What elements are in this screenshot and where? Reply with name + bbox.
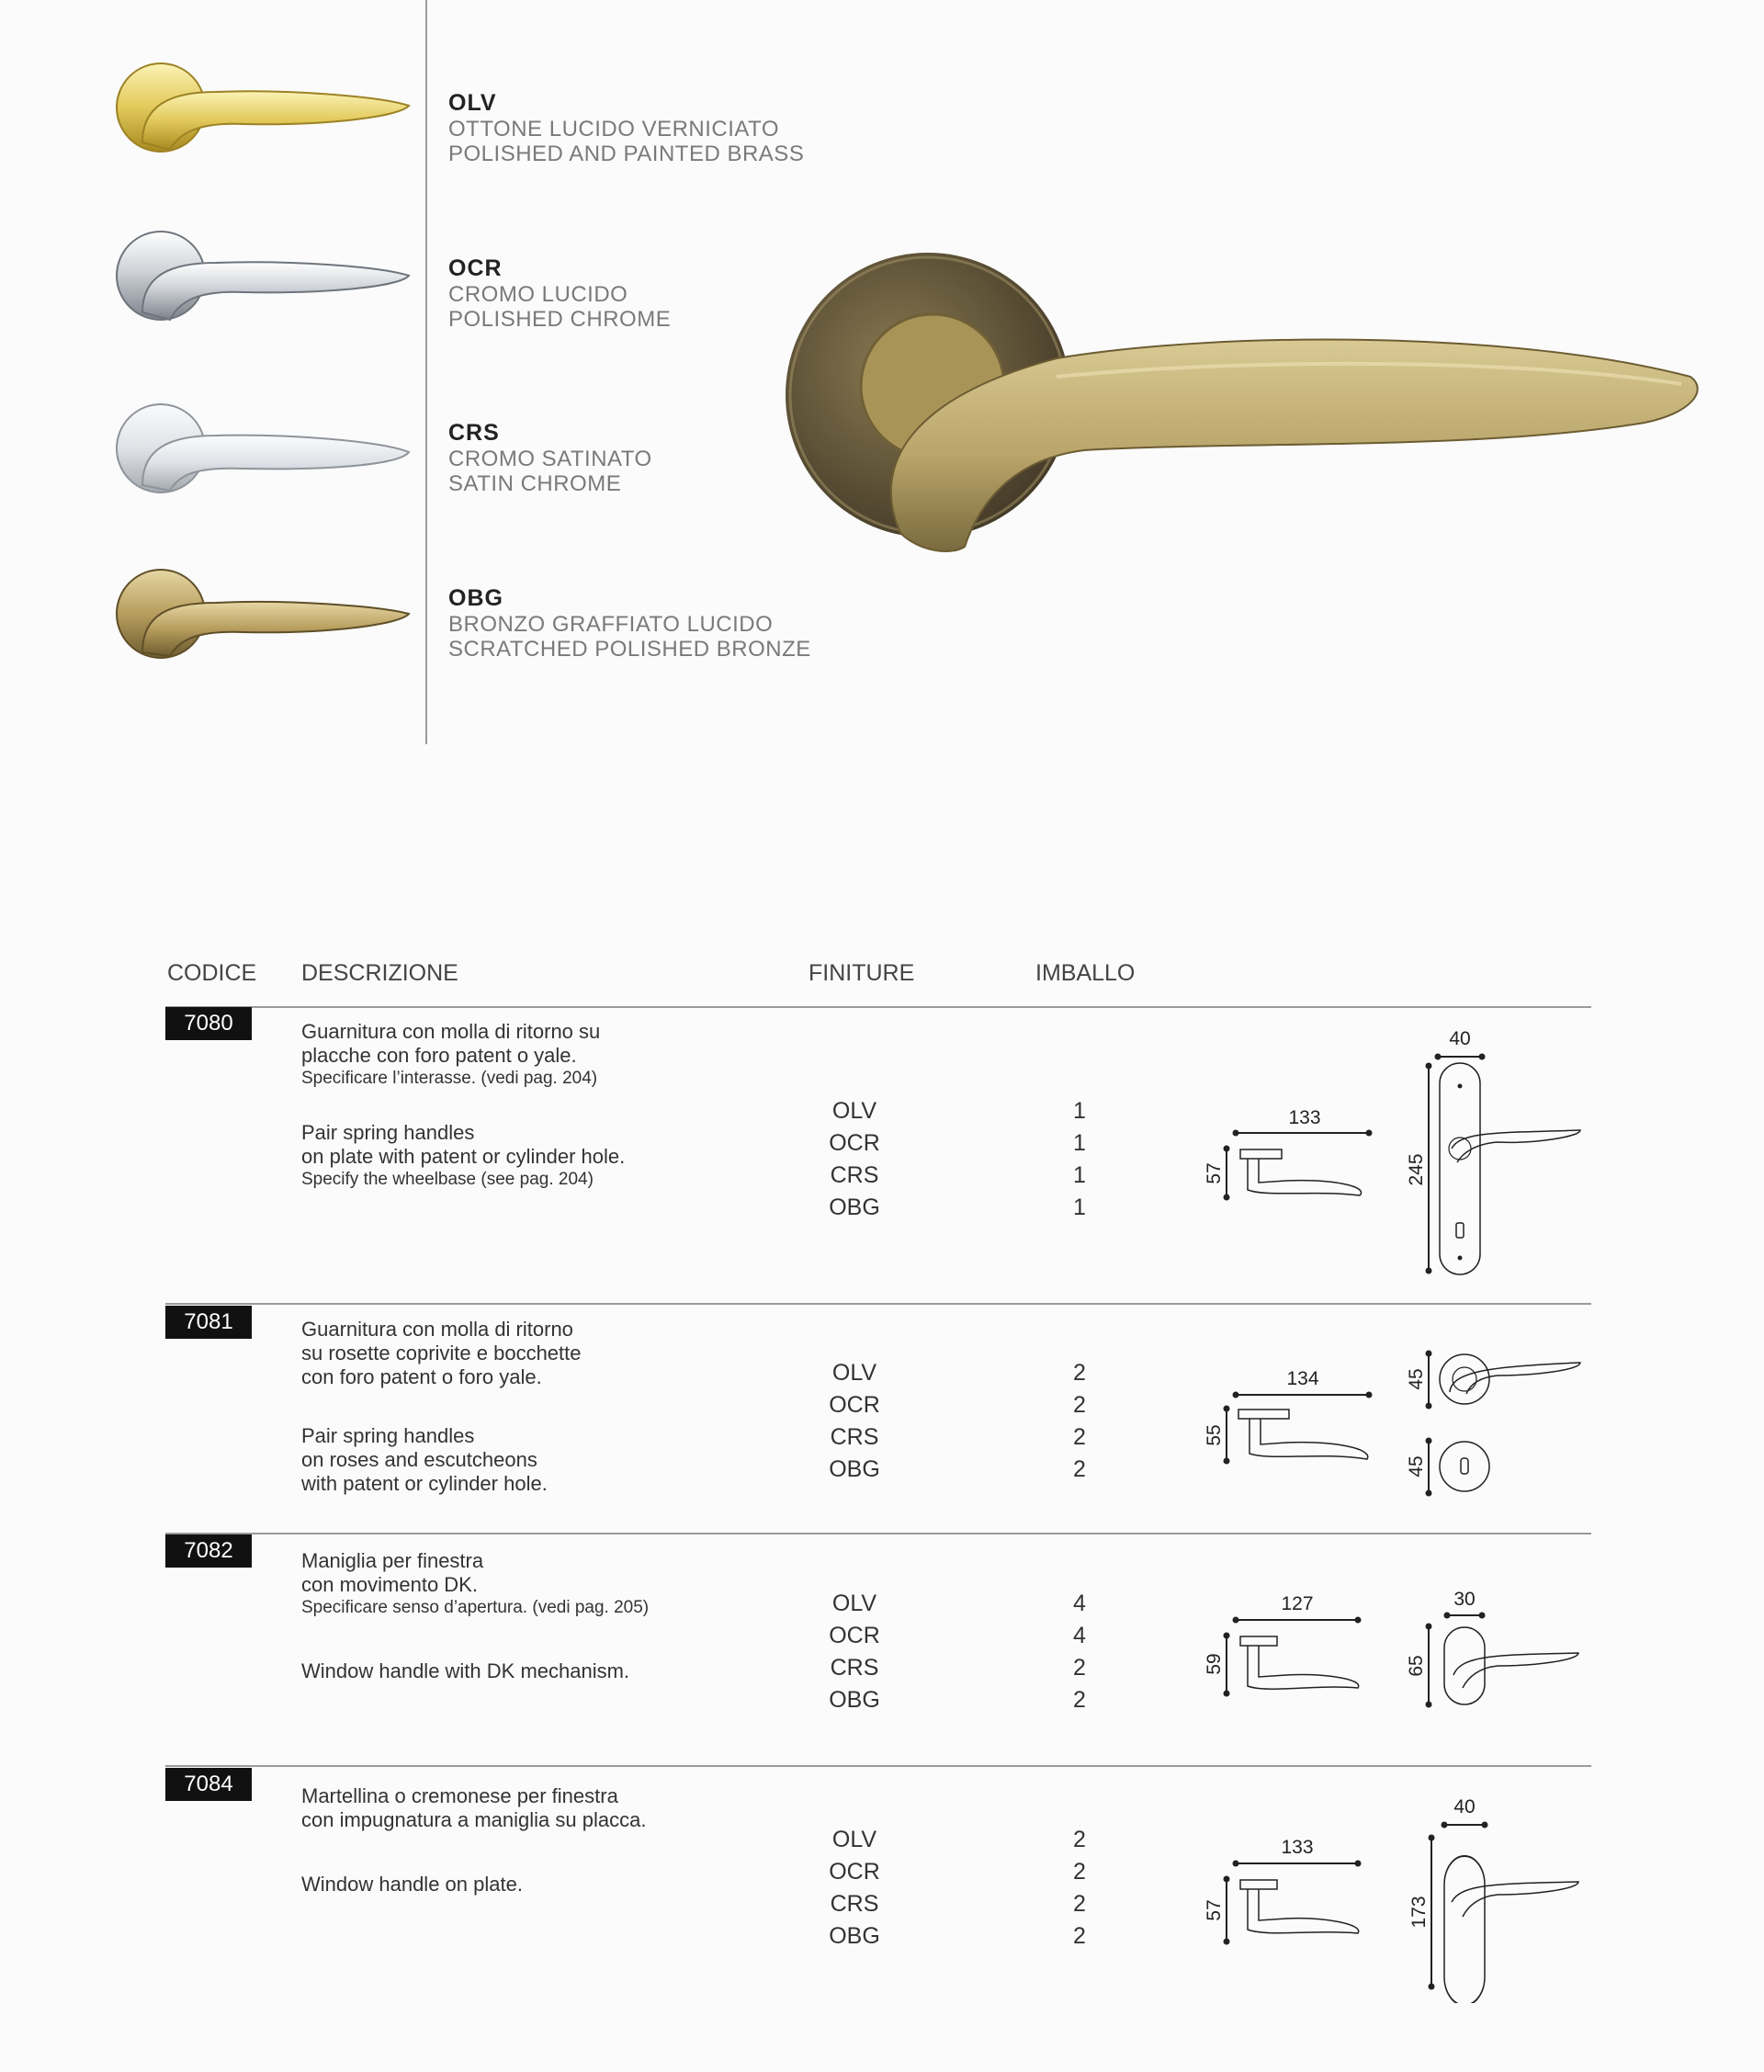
dim-label: 40 — [1453, 1796, 1476, 1817]
product-code: 7082 — [165, 1534, 252, 1568]
packaging-cell: 2 — [1073, 1655, 1086, 1681]
finish-cell: CRS — [830, 1891, 879, 1917]
col-header-finish: FINITURE — [808, 960, 915, 986]
desc-line: con foro patent o foro yale. — [301, 1365, 542, 1388]
col-header-description: DESCRIZIONE — [301, 960, 458, 986]
packaging-cell: 2 — [1073, 1687, 1086, 1713]
desc-note: Specify the wheelbase (see pag. 204) — [301, 1170, 594, 1189]
desc-line: Pair spring handles — [301, 1424, 475, 1447]
packaging-cell: 2 — [1073, 1392, 1086, 1418]
front-dimension-drawing — [1396, 1015, 1599, 1291]
finish-ocr — [448, 255, 671, 332]
finish-obg — [448, 585, 811, 662]
desc-line: Maniglia per finestra — [301, 1549, 484, 1572]
finish-cell: OCR — [829, 1130, 880, 1156]
desc-line: placche con foro patent o yale. — [301, 1044, 577, 1067]
finish-cell: OBG — [829, 1456, 880, 1482]
dim-label: 45 — [1406, 1455, 1427, 1478]
packaging-list — [1047, 1588, 1112, 1716]
packaging-list — [1047, 1095, 1112, 1224]
dim-label: 45 — [1406, 1368, 1427, 1390]
vertical-divider — [425, 0, 427, 744]
desc-line: on roses and escutcheons — [301, 1448, 537, 1471]
handle-swatch-olv — [106, 41, 418, 170]
desc-line: Window handle with DK mechanism. — [301, 1659, 630, 1682]
desc-line: su rosette coprivite e bocchette — [301, 1342, 582, 1364]
packaging-cell: 2 — [1073, 1424, 1086, 1450]
packaging-list — [1047, 1824, 1112, 1953]
finish-code: OCR — [448, 255, 503, 281]
finish-name-en: SATIN CHROME — [448, 471, 622, 496]
handle-swatch-obg — [106, 551, 418, 680]
desc-line: con movimento DK. — [301, 1573, 478, 1596]
dim-label: 173 — [1408, 1896, 1430, 1929]
dim-label: 40 — [1449, 1028, 1471, 1049]
side-dimension-drawing — [1194, 1360, 1378, 1479]
desc-line: Window handle on plate. — [301, 1873, 523, 1896]
dim-label: 65 — [1406, 1655, 1427, 1677]
finish-code: OLV — [448, 90, 497, 116]
finish-cell: OLV — [831, 1360, 877, 1386]
product-code: 7080 — [165, 1007, 252, 1040]
row-rule — [165, 1533, 1591, 1534]
desc-line: Guarnitura con molla di ritorno — [301, 1318, 573, 1341]
finish-list — [808, 1588, 900, 1716]
packaging-list — [1047, 1357, 1112, 1486]
packaging-cell: 2 — [1073, 1360, 1086, 1386]
finish-cell: CRS — [830, 1424, 879, 1450]
finish-cell: OBG — [829, 1195, 880, 1220]
desc-line: con impugnatura a maniglia su placca. — [301, 1808, 647, 1831]
dim-label: 59 — [1204, 1653, 1225, 1675]
front-dimension-drawing — [1396, 1585, 1599, 1714]
finish-name-it: BRONZO GRAFFIATO LUCIDO — [448, 612, 774, 637]
front-dimension-drawing — [1396, 1792, 1599, 2003]
finish-name-en: POLISHED CHROME — [448, 307, 672, 332]
dim-label: 55 — [1204, 1424, 1225, 1446]
handle-swatch-ocr — [106, 209, 418, 338]
row-description — [301, 1784, 816, 1897]
finish-cell: OCR — [829, 1392, 880, 1418]
finish-name-en: SCRATCHED POLISHED BRONZE — [448, 637, 811, 662]
row-description — [301, 1318, 816, 1496]
dim-label: 57 — [1204, 1899, 1225, 1921]
finish-cell: OLV — [831, 1591, 877, 1616]
finish-code: CRS — [448, 420, 500, 446]
dim-label: 245 — [1406, 1153, 1427, 1186]
packaging-cell: 2 — [1073, 1891, 1086, 1917]
product-code: 7084 — [165, 1768, 252, 1801]
handle-swatch-crs — [106, 386, 418, 515]
finish-crs — [448, 420, 652, 496]
packaging-cell: 1 — [1073, 1098, 1086, 1124]
packaging-cell: 4 — [1073, 1591, 1086, 1616]
packaging-cell: 4 — [1073, 1623, 1086, 1648]
packaging-cell: 1 — [1073, 1130, 1086, 1156]
finish-cell: OCR — [829, 1623, 880, 1648]
side-dimension-drawing — [1194, 1585, 1378, 1714]
col-header-packaging: IMBALLO — [1035, 960, 1136, 986]
packaging-cell: 2 — [1073, 1859, 1086, 1885]
finish-name-it: OTTONE LUCIDO VERNICIATO — [448, 117, 780, 142]
side-dimension-drawing — [1194, 1829, 1378, 1957]
finish-list — [808, 1824, 900, 1953]
row-rule — [165, 1303, 1591, 1305]
dim-label: 133 — [1281, 1837, 1314, 1858]
finish-list — [808, 1095, 900, 1224]
row-rule — [165, 1765, 1591, 1767]
packaging-cell: 1 — [1073, 1162, 1086, 1188]
desc-line: with patent or cylinder hole. — [301, 1472, 548, 1495]
finish-cell: OBG — [829, 1687, 880, 1713]
finish-cell: OBG — [829, 1923, 880, 1949]
col-header-code: CODICE — [167, 960, 257, 986]
desc-note: Specificare l’interasse. (vedi pag. 204) — [301, 1069, 598, 1088]
header-rule — [165, 1006, 1591, 1008]
dim-label: 127 — [1281, 1593, 1314, 1614]
dim-label: 30 — [1453, 1589, 1476, 1610]
packaging-cell: 2 — [1073, 1827, 1086, 1852]
finish-name-en: POLISHED AND PAINTED BRASS — [448, 142, 805, 166]
packaging-cell: 1 — [1073, 1195, 1086, 1220]
escutcheon-dimension-drawing — [1396, 1424, 1507, 1507]
row-description — [301, 1549, 816, 1683]
finish-name-it: CROMO SATINATO — [448, 447, 652, 471]
desc-line: on plate with patent or cylinder hole. — [301, 1145, 626, 1168]
desc-line: Pair spring handles — [301, 1121, 475, 1144]
finish-list — [808, 1357, 900, 1486]
side-dimension-drawing — [1194, 1098, 1378, 1227]
desc-line: Guarnitura con molla di ritorno su — [301, 1020, 601, 1043]
desc-note: Specificare senso d’apertura. (vedi pag. 205) — [301, 1598, 650, 1617]
finish-cell: OCR — [829, 1859, 880, 1885]
finish-code: OBG — [448, 585, 503, 611]
dim-label: 133 — [1288, 1107, 1321, 1128]
hero-handle-image — [781, 230, 1709, 579]
rose-dimension-drawing — [1396, 1337, 1599, 1420]
finish-cell: OLV — [831, 1827, 877, 1852]
finish-cell: CRS — [830, 1655, 879, 1681]
dim-label: 134 — [1286, 1368, 1319, 1389]
finish-cell: CRS — [830, 1162, 879, 1188]
dim-label: 57 — [1204, 1162, 1225, 1184]
finish-olv — [448, 90, 804, 166]
packaging-cell: 2 — [1073, 1923, 1086, 1949]
finish-name-it: CROMO LUCIDO — [448, 282, 628, 307]
packaging-cell: 2 — [1073, 1456, 1086, 1482]
product-code: 7081 — [165, 1306, 252, 1339]
desc-line: Martellina o cremonese per finestra — [301, 1784, 618, 1807]
row-description — [301, 1020, 816, 1191]
finish-cell: OLV — [831, 1098, 877, 1124]
